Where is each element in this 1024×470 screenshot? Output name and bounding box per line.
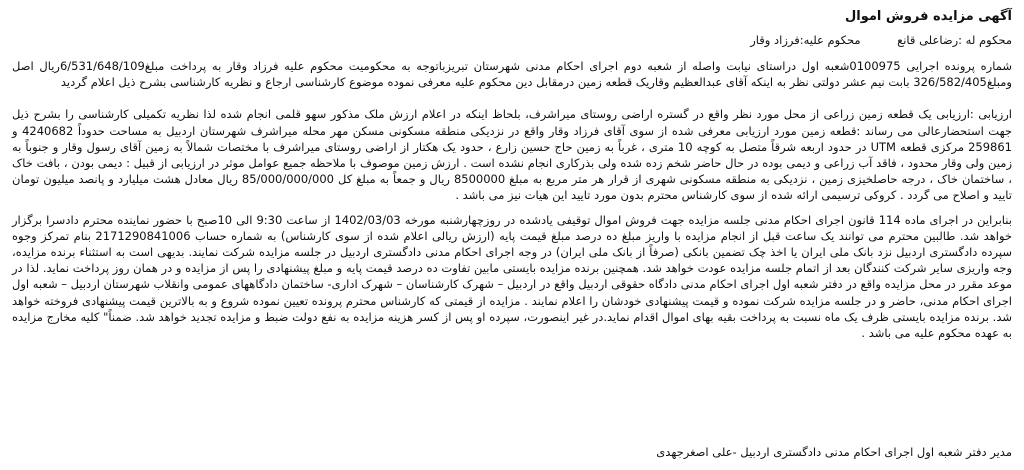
notice-paragraph-auction: بنابراین در اجرای ماده 114 قانون اجرای احکام مدنی جلسه مزایده جهت فروش اموال توقیفی یادشده در روزچهارشنبه مورخه 1402/03/03 از ساعت 9:30 الی 10صبح با حضور نماینده محترم دادسرا برگزار خواهد شد. طالبین محترم می توانند یک ساعت قبل از انجام مزایده با واریز مبلغ ده درصد مبلغ قیمت پایه (ارزش ریالی اعلام شده از سوی کارشناس) به شماره حساب 2171290841006 بنام تمرکز وجوه سپرده دادگستری اردبیل نزد بانک ملی ایران یا اخذ چک تضمین بانکی (صرفاً از بانک ملی ایران) در وجه اجرای احکام مدنی دادگستری اردبیل در جلسه مزایده شرکت نمایند. بدیهی است به استثناء برنده مزایده، وجه واریزی سایر شرکت کنندگان بعد از اتمام جلسه مزایده عودت خواهد شد. همچنین برنده مزایده بایستی مابین تفاوت ده درصد قیمت پایه و مبلغ پیشنهادی را پس از مزایده و در همان روز پرداخت نماید. لذا در موعد مقرر در محل مزایده واقع در دفتر شعبه اول اجرای احکام مدنی دادگاه حقوقی اردبیل واقع در اردبیل – شهرک کارشناسان – شهرک اداری- ساختمان دادگاههای عمومی وانقلاب شهرستان اردبیل – شعبه اول اجرای احکام مدنی، حاضر و در جلسه مزایده شرکت نموده و قیمت پیشنهادی خودشان را اعلام نمایند . مزایده از قیمتی که کارشناس محترم پرونده تعیین نموده شروع و به بالاترین قیمت پیشنهادی فروخته خواهد شد. برنده مزایده بایستی ظرف یک ماه نسبت به پرداخت بقیه بهای اموال اقدام نماید.در غیر اینصورت، سپرده او پس از کسر هزینه مزایده به نفع دولت ضبط و مزایده تجدید خواهد شد. ضمناً" کلیه مخارج مزایده به عهده محکوم علیه می باشد . <box>12 212 1012 341</box>
notice-parties: محکوم له :رضاعلی قانع محکوم علیه:فرزاد وقار <box>750 33 1012 47</box>
notice-paragraph-appraisal: ارزیابی :ارزیابی یک قطعه زمین زراعی از محل مورد نظر واقع در گستره اراضی روستای میراشرف، بلحاظ اینکه در اعلام ارزش ملک مذکور سهو قلمی انجام شده لذا نظریه تکمیلی کارشناسی را بشرح ذیل جهت استحضارعالی می رساند :قطعه زمین مورد ارزیابی معرفی شده از سوی آقای فرزاد وقار واقع در نزدیکی منطقه مسکونی مسکن مهر محله میراشرف شهرستان اردبیل به مساحت حدوداً 4240682 و 259861 مرکزی قطعه UTM در حدود اربعه شرقاً متصل به کوچه 10 متری ، غرباً به زمین حاج حسین زارع ، حدود یک هکتار از اراضی روستای میراشرف با مختصات شمالاً به زمین آقای رسول وقار و جنوباً به زمین ولی وقار محدود ، فاقد آب زراعی و دیمی بوده در حال حاضر شخم زده شده ولی بذرکاری انجام نشده است . ارزش زمین موصوف با ملاحظه جمیع عوامل موثر در ارزیابی از قبیل : دیمی بودن ، بافت خاک ، ساختمان خاک ، درجه حاصلخیزی زمین ، نزدیکی به منطقه مسکونی شهری از قرار هر متر مربع به مبلغ 8500000 ریال و جمعاً به مبلغ کل 85/000/000/000 ریال معادل هشت میلیارد و پانصد میلیون تومان تایید و اصلاح می گردد . کروکی ترسیمی ارائه شده از سوی کارشناس محترم بدون مورد تایید این هیات نیز می باشد . <box>12 107 1013 203</box>
notice-signature: مدیر دفتر شعبه اول اجرای احکام مدنی دادگستری اردبیل -علی اصغرجهدی <box>656 445 1012 459</box>
notice-title: آگهی مزایده فروش اموال <box>845 9 1012 24</box>
notice-paragraph-case: شماره پرونده اجرایی 0100975شعبه اول دراستای نیابت واصله از شعبه دوم اجرای احکام مدنی شهرستان تبریزباتوجه به محکومیت محکوم علیه فرزاد وقار به پرداخت مبلغ6/531/648/109ریال اصل ومبلغ326/582/405 بابت نیم عشر دولتی نظر به اینکه آقای عبدالعظیم وقاریک قطعه زمین درمقابل دین محکوم علیه معرفی نموده موضوع کارشناسی ارجاع و نظریه کارشناسی بشرح ذیل اعلام گردید <box>12 59 1012 90</box>
